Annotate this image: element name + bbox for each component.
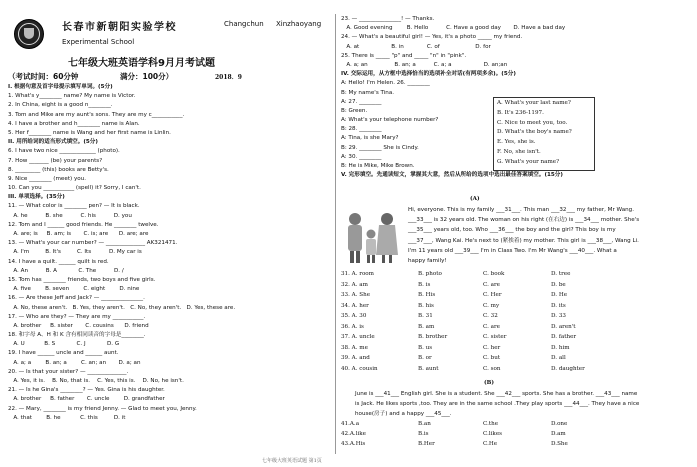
cloze-a-title: (A) — [470, 196, 480, 202]
option-row — [341, 282, 641, 293]
passage-line: house(房子) and a happy ___45___. — [355, 411, 452, 417]
option-choice: D. him — [551, 344, 570, 351]
option-choice: D.She — [551, 441, 568, 447]
question-line: 16. — Are these Jeff and Jack? — _______________. — [8, 295, 145, 302]
option-choice: C. 32 — [483, 313, 498, 319]
option-choice: 35. A. 30 — [341, 313, 367, 319]
exam-title: 七年级大班英语学科9月月考试题 — [68, 58, 215, 69]
option-choice: B. is — [418, 281, 431, 288]
option-choice: 32. A. am — [341, 281, 368, 288]
passage-line: happy family! — [408, 257, 447, 264]
option-row — [341, 324, 641, 335]
dialog-options-box — [493, 97, 595, 171]
option-choice: C. sister — [483, 334, 507, 340]
section-heading: IV. 交际运用，从方框中选择恰当的选项补全对话(有两项多余)。(5分) — [341, 71, 516, 78]
school-name-en-1: Changchun — [224, 20, 264, 28]
section-heading: III. 单项选择。(35分) — [8, 194, 65, 201]
school-name-en-3: Experimental School — [62, 38, 135, 46]
question-line: B: 28. ________ — [341, 126, 382, 133]
section-heading: V. 完形填空。先通读短文，掌握其大意，然后从所给的选项中选出最佳答案填空。(15分) — [341, 172, 563, 179]
option-choice: D.one — [551, 421, 568, 427]
option-choice: D. father — [551, 334, 577, 340]
question-line: 3. Tom and Mike are my aunt's sons. They are my c___________. — [8, 111, 185, 118]
option-choice: D. He — [551, 292, 568, 298]
option-choice: C. but — [483, 355, 501, 361]
option-choice: B. 31 — [418, 313, 433, 319]
exam-score: 满分：100分） — [120, 72, 174, 81]
question-line: A: 30. ________ — [341, 153, 382, 160]
option-choice: D. 33 — [551, 313, 566, 319]
option-choice: D. all — [551, 355, 566, 361]
question-line: 25. There is _____ "p" and _____ "n" in "pink". — [341, 52, 467, 59]
question-line: 13. — What's your car number? — ______________ AK321471. — [8, 240, 178, 247]
option-choice: D. tree — [551, 271, 571, 277]
school-name-en-2: Xinzhaoyang — [276, 20, 322, 28]
question-line: 23. — _______________! — Thanks. — [341, 16, 435, 22]
question-line: 21. — Is he Gina's ________? — Yes. Gina is his daughter. — [8, 387, 165, 394]
option-choice: C.He — [483, 441, 498, 447]
passage-line: Hi, everyone. This is my family ___31___. This man ___32___ my father, Mr Wang. — [408, 207, 635, 213]
dialog-option: E. Yes, she is. — [497, 139, 536, 146]
question-line: 15. Tom has ________ friends, two boys and five girls. — [8, 276, 156, 283]
option-choice: B. his — [418, 302, 434, 309]
school-logo-icon — [14, 19, 44, 49]
option-choice: C. are — [483, 323, 500, 330]
passage-line: I'm 11 years old ___39___ I'm in Class Two. I'm Mr Wang's ___40___. What a — [408, 247, 617, 254]
option-choice: B. aunt — [418, 365, 439, 372]
passage-line: is Jack. He likes sports ,too. They are in the same school .They play sports ___44___. They have a nice — [355, 401, 640, 407]
option-row — [341, 271, 641, 282]
option-row — [341, 303, 641, 314]
question-line: A. An B. A C. The D. / — [8, 267, 124, 274]
question-line: 11. — What color is ________ pen? — It is black. — [8, 203, 140, 210]
question-line: A: Tina, is she Mary? — [341, 135, 399, 142]
option-choice: 38. A. me — [341, 344, 368, 351]
question-line: 20. — Is that your sister? — ______________. — [8, 368, 129, 375]
question-line: A. he B. she C. his D. you — [8, 212, 132, 219]
question-line: B: Green. — [341, 107, 368, 114]
passage-b — [355, 391, 639, 421]
option-choice: C. Her — [483, 292, 502, 298]
question-line: 2. In China, eight is a good n________. — [8, 102, 113, 109]
question-line: B: 29. ________ She is Cindy. — [341, 144, 419, 151]
school-name-cn: 长春市新朝阳实验学校 — [62, 22, 177, 33]
option-row — [341, 366, 641, 377]
option-choice: D. its — [551, 302, 566, 309]
question-line: A. Yes, it is. B. No, that is. C. Yes, this is. D. No, he isn't. — [8, 378, 184, 384]
question-line: 10. Can you ___________ (spell) it? Sorry, I can't. — [8, 185, 141, 192]
question-line: A. are; is B. am; is C. is; are D. are; are — [8, 231, 149, 237]
cloze-b-title: (B) — [484, 380, 495, 386]
passage-line: June is ___41___ English girl. She is a student. She ___42___ sports. She has a brother. ___43___ name — [355, 391, 638, 397]
option-choice: 40. A. cousin — [341, 365, 378, 372]
option-row — [341, 345, 641, 356]
options-b — [341, 421, 641, 451]
option-row — [341, 355, 641, 366]
option-choice: D.am — [551, 431, 566, 437]
option-choice: B.is — [418, 431, 429, 437]
option-choice: C. son — [483, 365, 501, 372]
option-choice: 43.A.His — [341, 441, 366, 447]
question-line: 17. — Who are they? — They are my ___________. — [8, 313, 146, 320]
option-choice: B. photo — [418, 271, 442, 277]
option-choice: C. are — [483, 281, 500, 288]
option-choice: B. am — [418, 323, 435, 330]
dialog-option: D. What's the boy's name? — [497, 129, 572, 136]
option-choice: 37. A. uncle — [341, 334, 375, 340]
question-line: 5. Her f________ name is Wang and her first name is Linlin. — [8, 129, 171, 136]
option-choice: 41.A.a — [341, 421, 360, 427]
question-line: 14. I have a quilt. ______ quilt is red. — [8, 258, 109, 265]
section-heading: II. 用所给词的适当形式填空。(5分) — [8, 139, 98, 146]
passage-a — [408, 207, 639, 268]
question-line: 9. Nice ________ (meet) you. — [8, 175, 87, 182]
option-choice: B. or — [418, 355, 432, 361]
question-line: A. five B. seven C. eight D. nine — [8, 286, 140, 293]
question-line: 19. I have ______ uncle and ______ aunt. — [8, 350, 119, 357]
question-line: A. I'm B. It's C. Its D. My car is — [8, 249, 142, 256]
option-choice: D. aren't — [551, 323, 576, 330]
dialog-option: B. It's 236-1197. — [497, 109, 544, 116]
option-choice: D. daughter — [551, 365, 585, 372]
question-line: A. U B. S C. J D. G — [8, 341, 120, 348]
option-choice: 36. A. is — [341, 323, 364, 330]
option-choice: B.an — [418, 421, 431, 427]
question-line: A. that B. he C. this D. it — [8, 414, 126, 421]
option-choice: 31. A. room — [341, 271, 374, 277]
option-row — [341, 441, 641, 451]
question-line: 22. — Mary, ________ is my friend Jenny. — Glad to meet you, Jenny. — [8, 405, 197, 412]
passage-line: ___33___ is 32 years old. The woman on his right (在右边) is ___34___ mother. She's — [408, 217, 640, 224]
options-a — [341, 271, 641, 376]
option-row — [341, 421, 641, 431]
exam-time: （考试时间：60分钟 — [8, 72, 79, 81]
question-line: 1. What's y________ name? My name is Victor. — [8, 93, 136, 100]
question-line: 7. How _______ (be) your parents? — [8, 157, 103, 164]
question-line: A. Good evening B. Hello C. Have a good day D. Have a bad day — [341, 25, 566, 32]
passage-line: ___37___, Wang Kai. He's next to (紧挨着) my mother. This girl is ___38___, Wang Li. — [408, 237, 639, 244]
section-heading: I. 根据句意及首字母提示填写单词。(5分) — [8, 84, 113, 90]
question-line: 8. _________ (this) books are Betty's. — [8, 166, 109, 173]
question-line: 24. — What's a beautiful girl! — Yes, it's a photo _____ my friend. — [341, 34, 523, 41]
question-line: A. at B. in C. of D. for — [341, 43, 491, 50]
question-line: A: What's your telephone number? — [341, 117, 439, 124]
question-line: A. brother B. sister C. cousins D. friend — [8, 322, 149, 329]
option-choice: 39. A. and — [341, 355, 370, 361]
option-row — [341, 431, 641, 441]
passage-line: ___35___ years old, too. Who ___36___ the boy and the girl? This boy is my — [408, 227, 616, 234]
option-choice: B. us — [418, 344, 433, 351]
question-line: 6. I have two nice _____________ (photo). — [8, 148, 120, 155]
option-choice: C. book — [483, 271, 505, 277]
question-line: A: 27. ________ — [341, 98, 382, 105]
exam-date: 2018．9 — [215, 74, 242, 81]
option-choice: 33. A. She — [341, 292, 371, 298]
option-choice: D. be — [551, 281, 566, 288]
left-column — [8, 84, 235, 424]
column-divider — [335, 14, 336, 454]
question-line: 12. Tom and I ______ good friends. He ________ twelve. — [8, 221, 159, 228]
question-line: 4. I have a brother and h________ name is Alan. — [8, 120, 140, 127]
question-line: 18. 和字母 A、H 和 K 含有相同读音的字母是________. — [8, 332, 146, 339]
option-choice: C. her — [483, 344, 501, 351]
dialog-option: G. What's your name? — [497, 158, 560, 165]
option-choice: 42.A.like — [341, 431, 366, 437]
option-row — [341, 292, 641, 303]
option-choice: C.the — [483, 421, 499, 427]
option-choice: B. brother — [418, 334, 448, 340]
question-line: A. a; a B. an; a C. an; an D. a; an — [8, 359, 141, 366]
dialog-option: C. Nice to meet you, too. — [497, 119, 568, 126]
question-line: B: My name's Tina. — [341, 89, 395, 96]
option-choice: C. my — [483, 302, 500, 309]
option-choice: B. His — [418, 292, 436, 298]
dialog-option: F. No, she isn't. — [497, 148, 541, 155]
family-photo-icon — [341, 207, 403, 265]
dialog-option: A. What's your last name? — [497, 100, 571, 106]
option-row — [341, 334, 641, 345]
question-line: B: He is Mike, Mike Brown. — [341, 163, 415, 169]
question-line: A. brother B. father C. uncle D. grandfather — [8, 396, 165, 403]
option-choice: B.Her — [418, 441, 435, 447]
option-choice: C.likes — [483, 431, 503, 437]
question-line: A. No, these aren't. B. Yes, they aren't. C. No, they aren't. D. Yes, these are. — [8, 304, 236, 311]
page-footer: 七年级大班英语试题 第1页 — [262, 458, 322, 464]
option-row — [341, 313, 641, 324]
question-line: A: Hello! I'm Helen. 26. ________ — [341, 80, 430, 87]
option-choice: 34. A. her — [341, 302, 369, 309]
question-line: A. a; an B. an; a C. a; a D. an;an — [341, 61, 508, 68]
